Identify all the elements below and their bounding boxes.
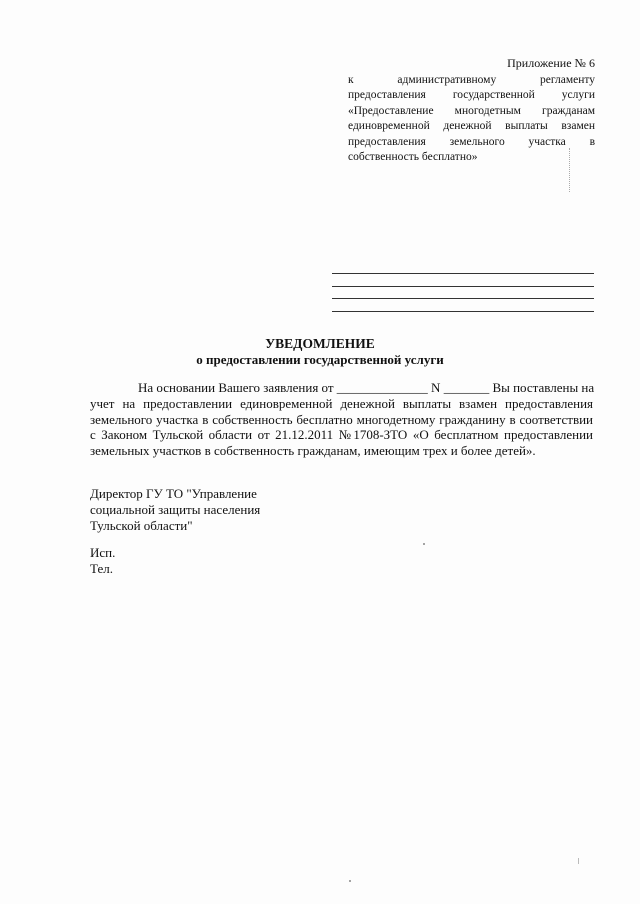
appendix-line: предоставления земельного участка в [348, 135, 595, 148]
appendix-line: единовременной денежной выплаты взамен [348, 120, 595, 132]
appendix-title: Приложение № 6 [507, 56, 595, 70]
body-line: На основании Вашего заявления от ______________ N _______ Вы поставлены на [138, 380, 595, 395]
appendix-line: «Предоставление многодетным гражданам [348, 104, 595, 117]
signature-block [90, 486, 260, 533]
document-title: УВЕДОМЛЕНИЕ [265, 336, 375, 351]
scan-artifact [349, 880, 351, 882]
recipient-blank-line [332, 298, 594, 299]
signature-line: Тульской области" [90, 517, 193, 533]
executor-label: Исп. [90, 545, 116, 560]
contacts-block [90, 545, 115, 577]
appendix-line: к административному регламенту [348, 73, 595, 86]
body-line: земельного участка в собственность бесплатно многодетному гражданину в соответствии [90, 411, 593, 427]
phone-label: Тел. [90, 561, 113, 576]
signature-line: Директор ГУ ТО "Управление [90, 486, 257, 501]
recipient-blank-line [332, 286, 594, 287]
notification-body [90, 380, 593, 459]
body-line: земельных участков в собственность гражданам, имеющим трех и более детей». [90, 443, 536, 459]
scan-artifact [578, 858, 579, 864]
body-line: учет на предоставлении единовременной денежной выплаты взамен предоставления [90, 395, 593, 411]
signature-line: социальной защиты населения [90, 501, 261, 517]
appendix-block [348, 56, 595, 166]
recipient-blank-line [332, 273, 594, 274]
document-subtitle: о предоставлении государственной услуги [196, 352, 444, 367]
appendix-line: предоставления государственной услуги [348, 89, 595, 101]
recipient-blank-line [332, 311, 594, 312]
scan-artifact [569, 148, 571, 192]
scan-artifact [423, 543, 425, 545]
body-line: с Законом Тульской области от 21.12.2011 №1708-ЗТО «О бесплатном предоставлении [90, 427, 593, 443]
appendix-line: собственность бесплатно» [348, 151, 478, 163]
